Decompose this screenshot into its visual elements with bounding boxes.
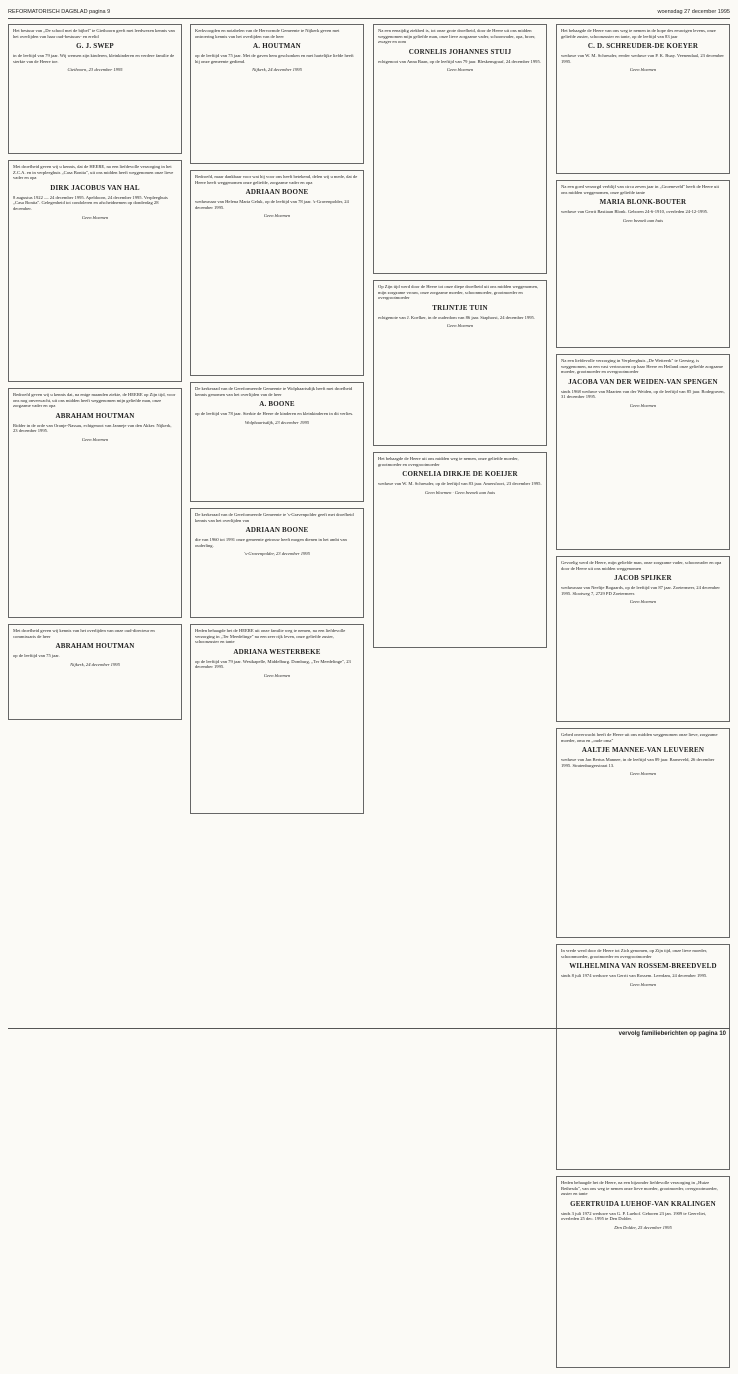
notice-footer: Geen bloemen (263, 213, 291, 219)
notice-intro: De kerkeraad van de Gereformeerde Gemeente te 's-Gravenpolder geeft met droefheid kennis van het overlijden van (195, 512, 354, 523)
notice-intro: Heden behaagde het de Heere, na een bijzonder liefdevolle verzorging in „Huize Bethesda", van ons weg te nemen onze lieve moeder, grootmoeder, overgrootmoeder, zuster en tante (561, 1180, 718, 1197)
death-notice (373, 280, 547, 446)
notice-body: in de leeftijd van 79 jaar. Wij wensen zijn kinderen, kleinkinderen en verdere familie de sterkte van de Heere toe. (13, 53, 175, 64)
notice-footer: Geen bloemen (81, 436, 109, 442)
death-notice (556, 944, 730, 1170)
notice-name: AALTJE MANNEE-VAN LEUVEREN (581, 746, 705, 755)
notice-body: die van 1960 tot 1991 onze gemeente getrouw heeft mogen dienen in het ambt van ouderling. (195, 537, 347, 548)
death-notice (8, 160, 182, 382)
notice-name: CORNELIA DIRKJE DE KOEIJER (402, 470, 518, 479)
notice-intro: Gebed onverwacht heeft de Heere uit ons midden weggenomen onze lieve, zorgzame moeder, oma en „oude oma" (561, 732, 718, 743)
notice-intro: Het behaagde de Heere uit ons midden weg te nemen, onze geliefde moeder, grootmoeder en overgrootmoeder (378, 456, 519, 467)
notice-footer: Geen bloemen (446, 323, 474, 329)
notice-intro: Met droefheid geven wij u kennis, dat de HEERE, na een liefdevolle verzorging in het Z.C.A. en in verpleeghuis „Casa Bonita", uit ons midden heeft weggenomen onze lieve vader en opa (13, 164, 174, 181)
notice-intro: Het behaagde de Heere van ons weg te nemen in de hope des eeuwigen levens, onze geliefde zuster, schoonzuster en tante, op de leeftijd van 83 jaar (561, 28, 716, 39)
notice-name: ADRIAAN BOONE (245, 526, 309, 535)
death-notice (190, 24, 364, 164)
notice-body: weduwe van Gerrit Bastiaan Blonk. Geboren 24-6-1910, overleden 24-12-1995. (561, 209, 709, 215)
notice-intro: Gevoelig werd de Heere, mijn geliefde man, onze zorgzame vader, schoonvader en opa door de Heere uit ons midden weggenomen (561, 560, 722, 571)
notice-footer: Geen bloemen (263, 672, 291, 678)
notice-name: JACOBA VAN DER WEIDEN-VAN SPENGEN (568, 377, 718, 386)
notice-name: A. BOONE (259, 400, 295, 409)
notice-name: ABRAHAM HOUTMAN (55, 411, 135, 420)
death-notice (190, 170, 364, 376)
column-3 (373, 24, 547, 654)
column-4 (556, 24, 730, 1374)
notice-name: GEERTRUIDA LUEHOF-VAN KRALINGEN (570, 1199, 716, 1208)
death-notice (190, 508, 364, 618)
continued-notice: vervolg familieberichten op pagina 10 (618, 1031, 726, 1037)
page-header (8, 6, 730, 19)
notice-body: op de leeftijd van 79 jaar. Westkapelle, Middelburg. Domburg, „Ter Meedelinge", 23 december 1995. (195, 658, 351, 670)
page-footer (8, 1028, 730, 1043)
notice-body: echtgenote van J. Koelker, in de ouderdom van 86 jaar. Staphorst, 24 december 1995. (378, 314, 535, 320)
notice-intro: Na een goed verzorgd verblijf van circa zeven jaar in „Groeneveld" heeft de Heere uit ons midden weggenomen, onze geliefde tante (561, 184, 719, 195)
paper-name: REFORMATORISCH DAGBLAD pagina 9 (8, 9, 111, 15)
notice-footer: Geen bloemen (629, 771, 657, 777)
death-notice (8, 388, 182, 618)
notice-name: TRIJNTJE TUIN (432, 303, 488, 312)
death-notice (556, 1176, 730, 1368)
notice-footer: Geen bloemen (446, 67, 474, 73)
notice-name: CORNELIS JOHANNES STUIJ (408, 47, 512, 56)
notice-footer: Nijkerk, 24 december 1995 (70, 661, 120, 667)
notice-name: ADRIANA WESTERBEKE (233, 647, 321, 656)
notice-body: weduwe van W. M. Schreuder, eerder weduwe van P. K. Buay. Veenendaal, 23 december 1995. (561, 53, 724, 64)
notice-footer: Nijkerk, 24 december 1995 (252, 67, 302, 73)
notice-name: JACOB SPIJKER (614, 574, 672, 583)
notice-footer: Geen bloemen · Geen bezoek aan huis (424, 489, 496, 495)
death-notice (556, 556, 730, 722)
notice-body: weduwe van W. M. Schreuder, op de leeftijd van 83 jaar. Amersfoort, 23 december 1995. (378, 481, 542, 487)
notice-footer: Geen bloemen (629, 67, 657, 73)
notice-footer: Geen bloemen (629, 981, 657, 987)
notice-body: op de leeftijd van 75 jaar. Met de gaven hem geschonken en met hartelijke liefde heeft hij onze gemeente gediend. (195, 53, 354, 64)
notice-body: weduwnaar van Helena Maria Geluk, op de leeftijd van 78 jaar. 's-Gravenpolder, 24 december 1995. (195, 199, 349, 210)
notice-intro: Op Zijn tijd werd door de Heere tot onze diepe droefheid uit ons midden weggenomen, mijn zorgzame vrouw, onze zorgzame moeder, schoonmoeder, grootmoeder en overgrootmoeder (378, 284, 539, 301)
notice-intro: Kerkvoogden en notabelen van de Hervormde Gemeente te Nijkerk geven met ontroering kennis van het overlijden van de heer (195, 28, 340, 39)
page-date: woensdag 27 december 1995 (657, 9, 730, 15)
notice-intro: Bedroefd geven wij u kennis dat, na enige maanden ziekte, de HEERE op Zijn tijd, voor ons nog onverwacht, uit ons midden heeft weggenomen mijn geliefde man, onze zorgzame vader en opa (13, 392, 176, 409)
notice-footer: Wolphaartsdijk, 23 december 1995 (244, 419, 310, 425)
notice-body: sinds 1968 weduwe van Maarten van der Weiden, op de leeftijd van 85 jaar. Bodegraven, 31 december 1995. (561, 388, 725, 400)
notice-body: sinds 8 juli 1974 weduwe van Gerrit van Rossem. Leerdam, 24 december 1995. (561, 973, 708, 979)
notice-name: A. HOUTMAN (253, 42, 301, 51)
notice-body: op de leeftijd van 75 jaar. (13, 653, 60, 659)
notice-name: C. D. SCHREUDER-DE KOEYER (587, 42, 699, 51)
notice-footer: Den Dolder, 25 december 1995 (614, 1224, 672, 1230)
death-notice (556, 24, 730, 174)
death-notice (556, 354, 730, 550)
notice-intro: Het bestuur van „De school met de bijbel" te Giethoorn geeft met leedwezen kennis van het overlijden van haar oud-bestuurs- en erelid (13, 28, 175, 39)
notice-intro: Heden behaagde het de HEERE uit onze familie weg te nemen, na een liefdevolle verzorging in „Ter Meedelinge" na een zeer rijk leven, onze geliefde zuster, schoonzuster en tante (195, 628, 346, 645)
notice-name: DIRK JACOBUS VAN HAL (50, 183, 140, 192)
notice-intro: In vrede werd door de Heere tot Zich genomen, op Zijn tijd, onze lieve moeder, schoonmoeder, grootmoeder en overgrootmoeder (561, 948, 708, 959)
notice-footer: Giethoorn, 23 december 1995 (67, 67, 123, 73)
notice-footer: Geen bezoek aan huis (622, 217, 664, 223)
notice-intro: De kerkeraad van de Gereformeerde Gemeente te Wolphaartsdijk heeft met droefheid kennis genomen van het overlijden van de heer (195, 386, 353, 397)
notice-footer: Geen bloemen (629, 402, 657, 408)
notice-intro: Bedroefd, maar dankbaar voor wat hij voor ons heeft betekend, delen wij u mede, dat de Heere heeft weggenomen onze geliefde, zorgzame vader en opa (195, 174, 358, 185)
notice-intro: Met droefheid geven wij kennis van het overlijden van onze oud-directeur en commissaris de heer (13, 628, 155, 639)
death-notice (556, 180, 730, 348)
notice-intro: Na een liefdevolle verzorging in Verpleeghuis „De Weiteerk" te Geesteg, is weggenomen, na een vast vertrouwen op haar Heere en Heiland onze geliefde zorgzame moeder, grootmoeder en overgrootmoeder (561, 358, 724, 375)
column-2 (190, 24, 364, 820)
notice-body: Ridder in de orde van Oranje-Nassau, echtgenoot van Janneje van den Akker. Nijkerk, 23 december 1995. (13, 422, 172, 434)
notice-name: WILHELMINA VAN ROSSEM-BREEDVELD (569, 962, 717, 971)
death-notice (373, 452, 547, 648)
death-notice (190, 382, 364, 502)
death-notice (8, 24, 182, 154)
death-notice (8, 624, 182, 720)
death-notice (190, 624, 364, 814)
notice-name: MARIA BLONK-BOUTER (599, 198, 687, 207)
death-notice (556, 728, 730, 938)
notice-intro: Na een eenzijdig ziekbed is, tot onze grote droefheid, door de Heere uit ons midden weggenomen mijn geliefde man, onze lieve zorgzame vader, schoonvader, opa, broer, zwager en oom (378, 28, 536, 45)
column-1 (8, 24, 182, 726)
notice-name: ABRAHAM HOUTMAN (55, 642, 135, 651)
notice-footer: Geen bloemen (81, 214, 109, 220)
notice-name: ADRIAAN BOONE (245, 188, 309, 197)
notice-body: echtgenoot van Anna Baan, op de leeftijd van 79 jaar. Bleskensgraaf, 24 december 1995. (378, 58, 541, 64)
notice-body: 8 augustus 1922 — 24 december 1995. Apeldoorn, 24 december 1995. Verpleeghuis „Casa Bonita". Gelegenheid tot condoleren en afscheidnemen op donderdag 28 december. (13, 194, 168, 211)
notice-body: op de leeftijd van 78 jaar. Sterkte de Heere de kinderen en kleinkinderen in dit verlies. (195, 411, 354, 417)
notice-body: weduwe van Jan Bertus Mannee, in de leeftijd van 89 jaar. Barneveld, 26 december 1995. Stratenburgerstraat 13. (561, 757, 715, 768)
notice-footer: 's-Gravenpolder, 23 december 1995 (244, 551, 310, 557)
notice-body: sinds 3 juli 1972 weduwe van G. P. Luehof. Geboren 23 jan. 1909 te Geervliet, overleden 25 dec. 1995 te Den Dolder. (561, 1210, 707, 1222)
notice-body: weduwnaar van Neeltje Bogaards, op de leeftijd van 87 jaar. Zoetermeer, 24 december 1995. Slootweg 7, 2729 PD Zoetermeer. (561, 585, 720, 596)
death-notice (373, 24, 547, 274)
notice-name: G. J. SWEP (76, 42, 114, 51)
notice-footer: Geen bloemen (629, 599, 657, 605)
